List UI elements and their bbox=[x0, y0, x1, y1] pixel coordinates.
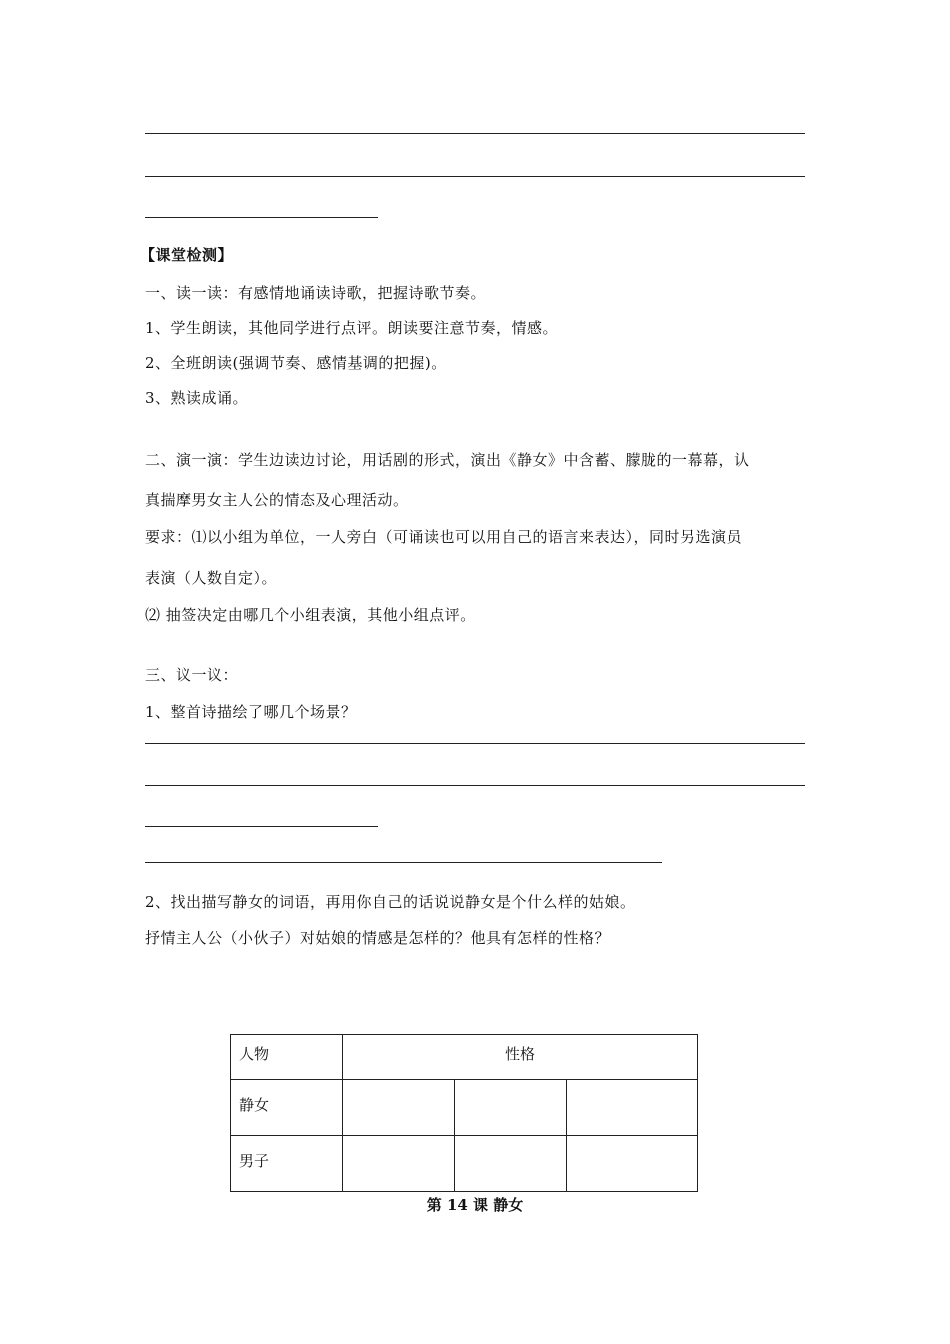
table-header-character: 人物 bbox=[231, 1035, 343, 1080]
answer-line bbox=[145, 743, 805, 744]
act-requirement: ⑵ 抽签决定由哪几个小组表演，其他小组点评。 bbox=[145, 606, 476, 624]
discuss-question: 1、整首诗描绘了哪几个场景？ bbox=[145, 703, 357, 721]
act-line: 真揣摩男女主人公的情态及心理活动。 bbox=[145, 491, 409, 509]
section-heading: 【课堂检测】 bbox=[140, 246, 234, 264]
discuss-question: 抒情主人公（小伙子）对姑娘的情感是怎样的？他具有怎样的性格？ bbox=[145, 929, 611, 947]
read-item: 3、熟读成诵。 bbox=[145, 389, 249, 407]
answer-line bbox=[145, 826, 378, 827]
act-requirement: 要求：⑴以小组为单位，一人旁白（可诵读也可以用自己的语言来表达），同时另选演员 bbox=[145, 528, 743, 546]
discuss-title: 三、议一议： bbox=[145, 666, 239, 684]
table-cell[interactable] bbox=[567, 1080, 698, 1136]
table-header-personality: 性格 bbox=[343, 1035, 698, 1080]
act-requirement: 表演（人数自定）。 bbox=[145, 569, 278, 587]
answer-line bbox=[145, 217, 378, 218]
table-row-label: 男子 bbox=[231, 1136, 343, 1192]
table-row-label: 静女 bbox=[231, 1080, 343, 1136]
table-cell[interactable] bbox=[567, 1136, 698, 1192]
answer-line bbox=[145, 785, 805, 786]
table-cell[interactable] bbox=[455, 1136, 567, 1192]
answer-line bbox=[145, 862, 662, 863]
table-cell[interactable] bbox=[343, 1136, 455, 1192]
read-item: 2、全班朗读(强调节奏、感情基调的把握)。 bbox=[145, 354, 447, 372]
answer-line bbox=[145, 133, 805, 134]
read-title: 一、读一读：有感情地诵读诗歌，把握诗歌节奏。 bbox=[145, 284, 487, 302]
character-table bbox=[230, 1034, 698, 1192]
read-item: 1、学生朗读，其他同学进行点评。朗读要注意节奏，情感。 bbox=[145, 319, 559, 337]
table-cell[interactable] bbox=[343, 1080, 455, 1136]
act-line: 二、演一演：学生边读边讨论，用话剧的形式，演出《静女》中含蓄、朦胧的一幕幕，认 bbox=[145, 451, 750, 469]
answer-line bbox=[145, 176, 805, 177]
table-cell[interactable] bbox=[455, 1080, 567, 1136]
lesson-caption: 第 14 课 静女 bbox=[426, 1196, 524, 1214]
discuss-question: 2、找出描写静女的词语，再用你自己的话说说静女是个什么样的姑娘。 bbox=[145, 893, 636, 911]
